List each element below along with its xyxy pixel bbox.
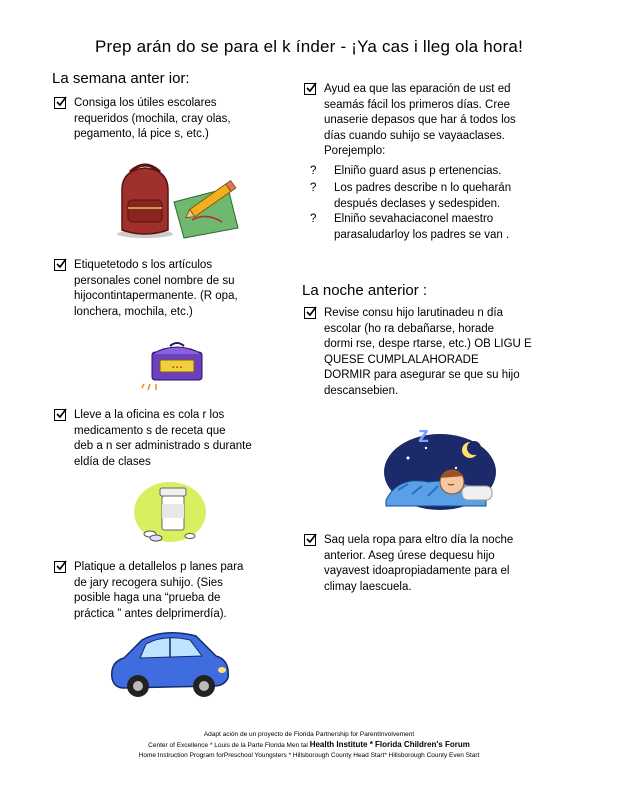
- car-icon: [104, 626, 234, 702]
- item-line: Revise consu hijo larutinadeu n día: [324, 307, 504, 319]
- checkbox-icon: [54, 97, 66, 109]
- item-line: deb a n ser administrado s durante: [74, 440, 252, 453]
- checkbox-icon: [304, 83, 316, 95]
- item-line: lonchera, mochila, etc.): [74, 305, 193, 318]
- footer-line: Home Instruction Program forPreschool Youngsters * Hillsborough County Head Start* Hillsborough County Even Start: [138, 752, 480, 759]
- item-line: Lleve a la oficina es cola r los: [74, 409, 225, 421]
- item-line: climay laescuela.: [324, 580, 412, 593]
- item-line: QUESE CUMPLALAHORADE: [324, 353, 479, 366]
- item-line: dormi rse, despe rtarse, etc.) OB LIGU E: [324, 338, 532, 351]
- item-line: posible haga una “prueba de: [74, 592, 221, 605]
- item-line: pegamento, lá pice s, etc.): [74, 128, 209, 141]
- item-line: de jary recogera suhijo. (Sies: [74, 576, 223, 589]
- right-item-2: [304, 306, 582, 400]
- item-line: vayavest idoapropiadamente para el: [324, 565, 510, 578]
- item-line: Platique a detallelos p lanes para: [74, 561, 244, 573]
- footer-line-bold: Health Institute * Florida Children's Forum: [309, 740, 470, 749]
- item-line: hijocontintapermanente. (R opa,: [74, 290, 238, 303]
- item-line: Saq uela ropa para eltro día la noche: [324, 534, 514, 546]
- item-line: escolar (ho ra debañarse, horade: [324, 322, 495, 335]
- svg-text:z: z: [418, 422, 429, 447]
- footer: [0, 730, 618, 761]
- svg-text:▪ ▪ ▪: ▪ ▪ ▪: [172, 365, 182, 371]
- checkbox-icon: [54, 561, 66, 573]
- item-line: Etiquetetodo s los artículos: [74, 259, 213, 271]
- item-line: Consiga los útiles escolares: [74, 97, 217, 109]
- left-item-1: [54, 96, 304, 143]
- backpack-icon: [110, 160, 250, 240]
- example-item: [310, 181, 584, 212]
- example-line: Elniño guard asus p ertenencias.: [334, 165, 502, 177]
- item-line: requeridos (mochila, cray olas,: [74, 112, 231, 125]
- item-line: Porejemplo:: [324, 145, 386, 158]
- left-item-3: [54, 408, 304, 470]
- example-item: [310, 164, 584, 180]
- item-line: descansebien.: [324, 384, 399, 397]
- checkbox-icon: [54, 409, 66, 421]
- checkbox-icon: [304, 534, 316, 546]
- item-line: práctica ” antes delprimerdía).: [74, 607, 227, 620]
- item-line: medicamento s de receta que: [74, 424, 226, 437]
- checkbox-icon: [304, 307, 316, 319]
- example-item: [310, 212, 584, 243]
- right-heading: La noche anterior :: [302, 282, 428, 299]
- footer-line: Adapt ación de un proyecto de Florida Partnership for ParentInvolvement: [203, 731, 415, 738]
- example-line: Los padres describe n lo queharán: [334, 182, 512, 194]
- right-item-1: [304, 82, 574, 160]
- item-line: DORMIR para asegurar se que su hijo: [324, 369, 520, 382]
- page-title: Prep arán do se para el k índer - ¡Ya cas i lleg ola hora!: [94, 37, 523, 56]
- item-line: personales conel nombre de su: [74, 274, 235, 287]
- footer-line: [0, 740, 618, 751]
- left-item-4: [54, 560, 304, 622]
- item-line: días cuando suhijo se vayaaclases.: [324, 129, 505, 142]
- item-line: Ayud ea que las eparación de ust ed: [324, 83, 511, 95]
- item-line: seamás fácil los primeros días. Cree: [324, 98, 510, 111]
- example-line: Elniño sevahaciaconel maestro: [334, 213, 494, 225]
- sleeping-child-icon: [378, 420, 498, 510]
- example-line: parasaludarloy los padres se van .: [334, 228, 510, 241]
- left-heading: La semana anter ior:: [52, 70, 190, 87]
- left-item-2: [54, 258, 304, 320]
- lunchbox-icon: [140, 338, 210, 393]
- item-line: anterior. Aseg úrese dequesu hijo: [324, 549, 495, 562]
- right-item-3: [304, 533, 582, 595]
- item-line: eldía de clases: [74, 455, 151, 468]
- bullet-mark: ?: [310, 182, 317, 194]
- bullet-mark: ?: [310, 165, 317, 177]
- example-line: después declases y sedespiden.: [334, 197, 501, 210]
- checkbox-icon: [54, 259, 66, 271]
- medicine-icon: [132, 478, 212, 546]
- item-line: unaserie depasos que har á todos los: [324, 114, 516, 127]
- footer-line-part: Center of Excellence * Louis de la Parte Florida Men tal: [148, 742, 308, 749]
- bullet-mark: ?: [310, 213, 317, 225]
